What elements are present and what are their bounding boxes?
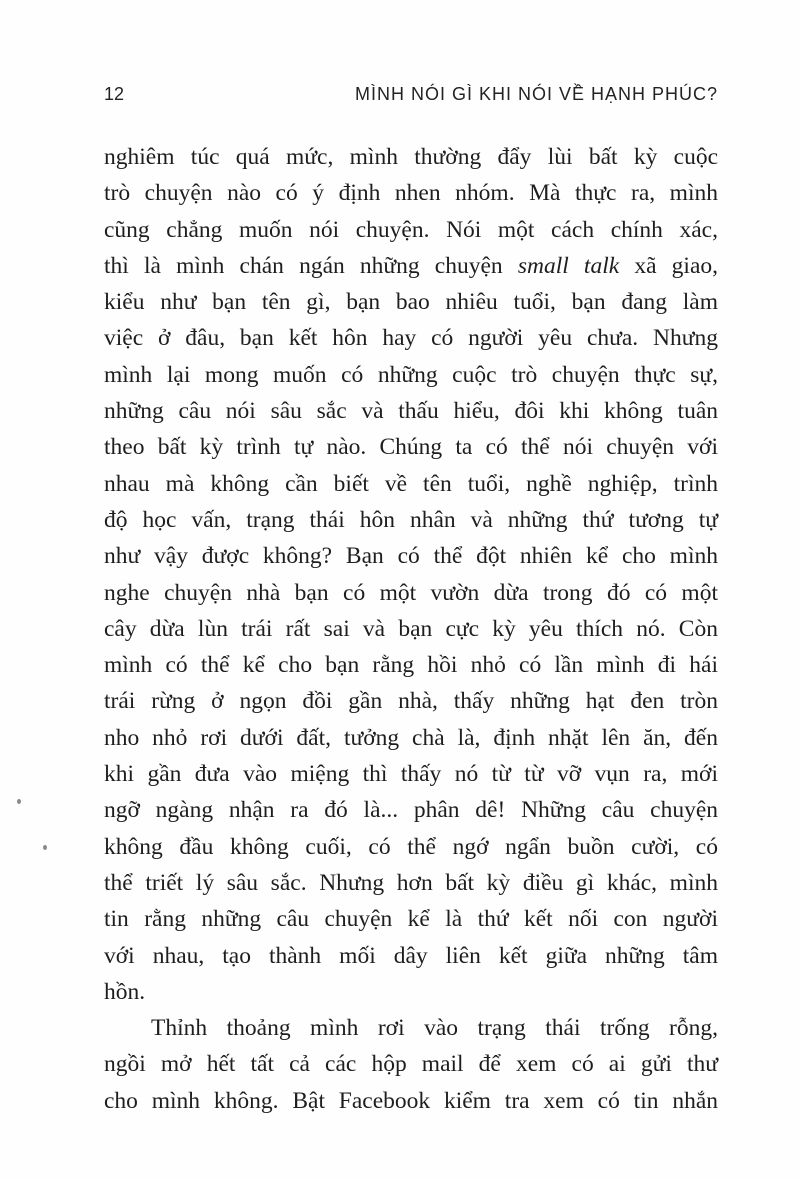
body-line: Thỉnh thoảng mình rơi vào trạng thái trống rỗng, [151,1015,718,1042]
scan-speck [43,845,47,850]
body-line: thì là mình chán ngán những chuyện small talk xã giao, [104,252,719,279]
page-number: 12 [104,84,125,104]
body-line: trò chuyện nào có ý định nhen nhóm. Mà thực ra, mình [104,180,718,207]
running-title: MÌNH NÓI GÌ KHI NÓI VỀ HẠNH PHÚC? [354,84,718,104]
body-line: những câu nói sâu sắc và thấu hiểu, đôi khi không tuân [104,398,718,425]
body-line: nghe chuyện nhà bạn có một vườn dừa trong đó có một [104,579,718,606]
body-line: nghiêm túc quá mức, mình thường đẩy lùi bất kỳ cuộc [104,144,718,170]
body-line: nhau mà không cần biết về tên tuổi, nghề nghiệp, trình [104,470,718,497]
body-line: thể triết lý sâu sắc. Nhưng hơn bất kỳ điều gì khác, mình [104,869,718,896]
body-line: nho nhỏ rơi dưới đất, tưởng chà là, định nhặt lên ăn, đến [104,724,718,751]
body-line: ngồi mở hết tất cả các hộp mail để xem có ai gửi thư [104,1051,718,1078]
body-line: kiểu như bạn tên gì, bạn bao nhiêu tuổi, bạn đang làm [104,289,718,316]
body-line: tin rằng những câu chuyện kể là thứ kết nối con người [104,906,718,933]
body-line: mình lại mong muốn có những cuộc trò chuyện thực sự, [104,361,718,388]
body-line: cũng chẳng muốn nói chuyện. Nói một cách chính xác, [104,216,718,243]
body-line: mình có thể kể cho bạn rằng hồi nhỏ có lần mình đi hái [104,652,718,679]
body-text [104,139,718,1119]
body-line: như vậy được không? Bạn có thể đột nhiên kể cho mình [104,543,718,570]
body-line: cây dừa lùn trái rất sai và bạn cực kỳ yêu thích nó. Còn [104,615,718,642]
body-line: ngỡ ngàng nhận ra đó là... phân dê! Những câu chuyện [104,797,718,824]
body-line: với nhau, tạo thành mối dây liên kết giữa những tâm [104,942,718,969]
running-header [104,84,718,105]
scan-speck [17,799,21,804]
body-line: khi gần đưa vào miệng thì thấy nó từ từ vỡ vụn ra, mới [104,761,718,788]
body-line: hồn. [104,978,146,1005]
body-line: việc ở đâu, bạn kết hôn hay có người yêu chưa. Nhưng [104,325,718,352]
body-line: trái rừng ở ngọn đồi gần nhà, thấy những hạt đen tròn [104,688,718,715]
body-line: không đầu không cuối, có thể ngớ ngẩn buồn cười, có [104,833,718,860]
body-line: cho mình không. Bật Facebook kiểm tra xem có tin nhắn [104,1087,718,1114]
body-line: theo bất kỳ trình tự nào. Chúng ta có thể nói chuyện với [104,434,718,461]
body-line: độ học vấn, trạng thái hôn nhân và những thứ tương tự [104,506,718,533]
